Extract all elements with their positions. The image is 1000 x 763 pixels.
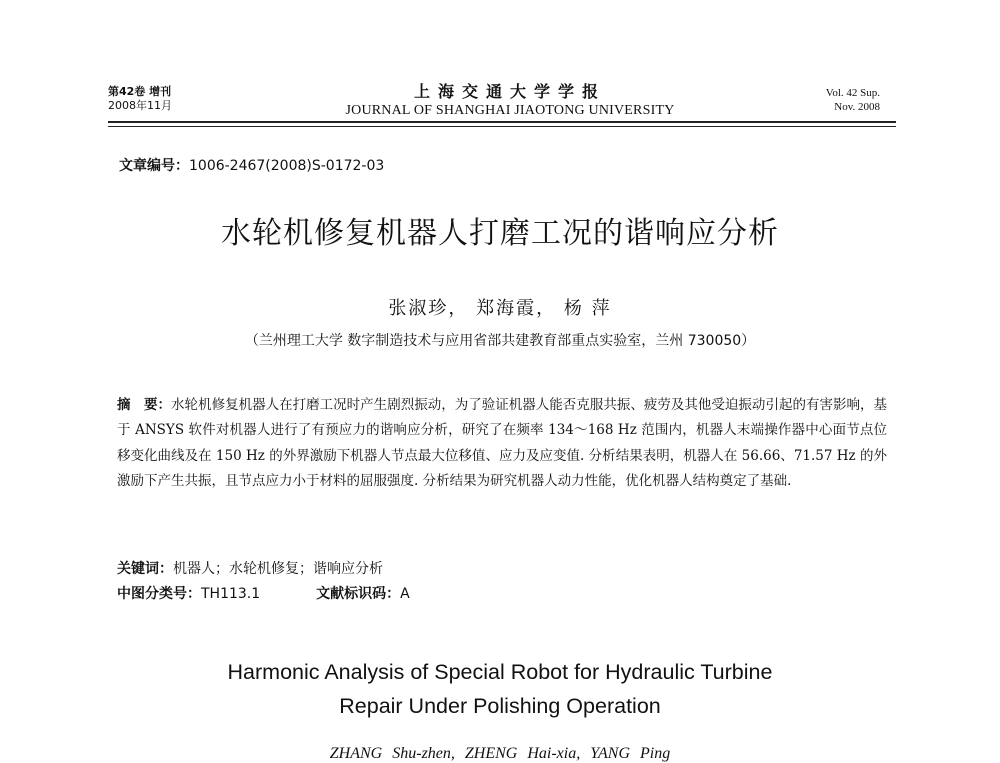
date-en: Nov. 2008 xyxy=(834,101,880,113)
journal-header xyxy=(300,82,720,120)
authors-en: ZHANG Shu-zhen, ZHENG Hai-xia, YANG Ping xyxy=(329,745,671,762)
clc-label: 中图分类号： xyxy=(117,586,201,602)
title-en-line1: Harmonic Analysis of Special Robot for Hydraulic Turbine xyxy=(227,660,773,684)
doc-code-label: 文献标识码： xyxy=(316,586,401,602)
article-number xyxy=(119,155,384,175)
classification xyxy=(117,583,410,605)
abstract-text: 水轮机修复机器人在打磨工况时产生剧烈振动，为了验证机器人能否克服共振、疲劳及其他受迫振动引起的有害影响，基于 ANSYS 软件对机器人进行了有预应力的谐响应分析，研究了在频率 134～168 Hz 范围内，机器人末端操作器中心面节点位移变化曲线及在 150 Hz 的外界激励下机器人节点最大位移值、应力及应变值. 分析结果表明，机器人在 56.66、71.57 Hz 的外激励下产生共振，且节点应力小于材料的屈服强度. 分析结果为研究机器人动力性能，优化机器人结构奠定了基础. xyxy=(117,397,888,490)
article-number-value: 1006-2467(2008)S-0172-03 xyxy=(189,158,385,174)
article-number-label: 文章编号： xyxy=(119,158,189,174)
affiliation-cn: （兰州理工大学 数字制造技术与应用省部共建教育部重点实验室，兰州 730050） xyxy=(244,333,756,349)
authors-cn: 张淑珍， 郑海霞， 杨 萍 xyxy=(388,298,612,319)
abstract xyxy=(117,393,887,495)
keywords xyxy=(117,558,383,580)
title-en-line2: Repair Under Polishing Operation xyxy=(339,694,661,718)
keywords-label: 关键词： xyxy=(117,561,173,577)
date-cn: 2008年11月 xyxy=(108,99,172,112)
journal-name-cn: 上海交通大学学报 xyxy=(413,82,606,101)
header-issue-block xyxy=(826,86,880,114)
header-volume-block xyxy=(108,85,172,113)
journal-name-en: JOURNAL OF SHANGHAI JIAOTONG UNIVERSITY xyxy=(345,103,675,118)
clc-value: TH113.1 xyxy=(201,586,261,602)
header-rule-thin xyxy=(108,126,896,127)
doc-code-value: A xyxy=(400,586,410,602)
keywords-text: 机器人；水轮机修复；谐响应分析 xyxy=(173,561,383,577)
abstract-label: 摘 要： xyxy=(117,397,172,413)
volume-en: Vol. 42 Sup. xyxy=(825,87,880,99)
header-rule-thick xyxy=(108,121,896,123)
volume-cn: 第42卷 增刊 xyxy=(108,85,172,98)
title-cn: 水轮机修复机器人打磨工况的谐响应分析 xyxy=(221,216,779,251)
title-en xyxy=(0,655,1000,723)
